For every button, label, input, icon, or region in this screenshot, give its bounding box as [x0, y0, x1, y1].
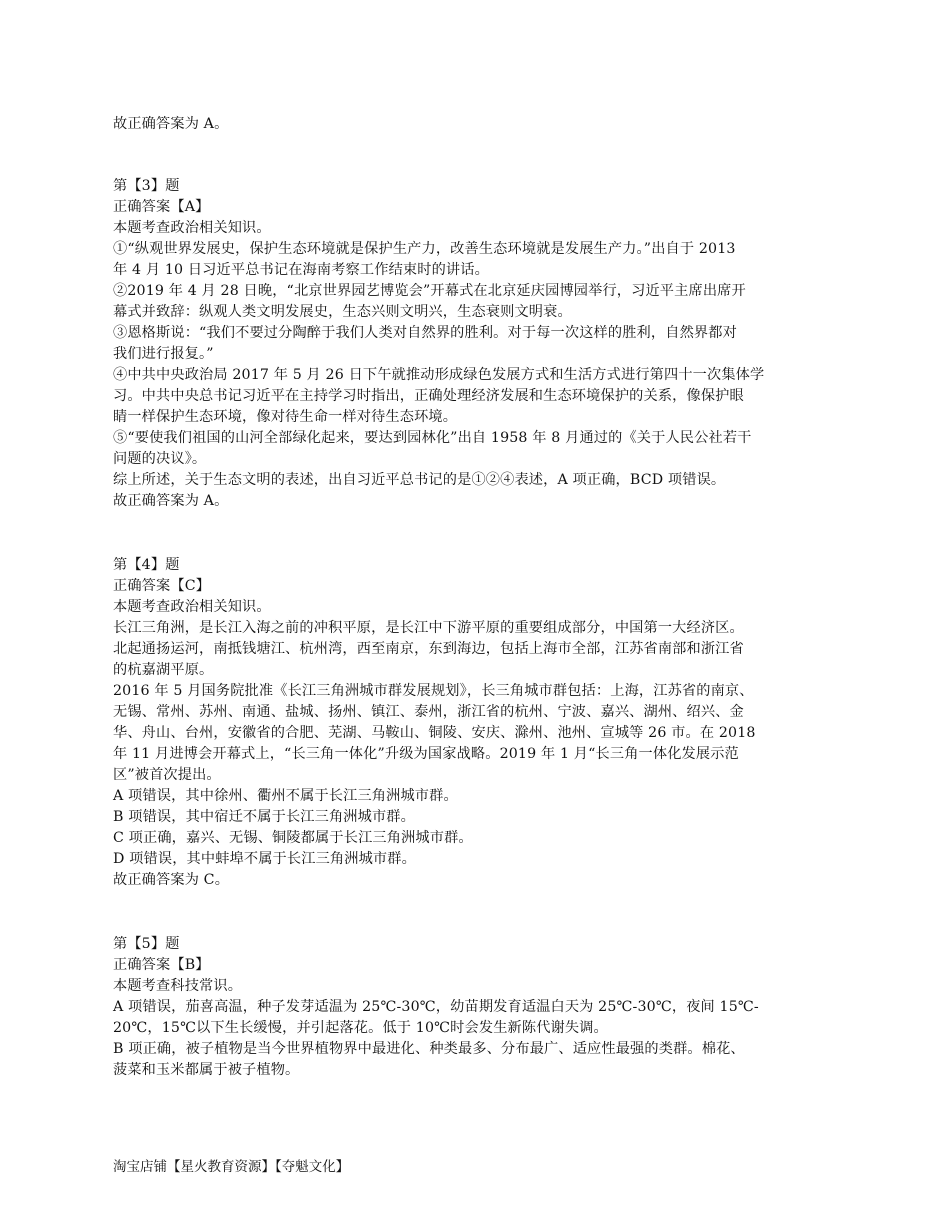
text-line: 本题考查科技常识。 [113, 978, 243, 994]
text-line: 本题考查政治相关知识。 [113, 220, 271, 236]
text-line: 综上所述，关于生态文明的表述，出自习近平总书记的是①②④表述，A 项正确，BCD 项错误。 [113, 472, 726, 488]
text-line: 故正确答案为 C。 [113, 872, 230, 888]
text-line: 睛一样保护生态环境，像对待生命一样对待生态环境。 [113, 409, 458, 425]
text-line: 20℃，15℃以下生长缓慢，并引起落花。低于 10℃时会发生新陈代谢失调。 [113, 1020, 608, 1036]
text-line: 2016 年 5 月国务院批准《长江三角洲城市群发展规划》，长三角城市群包括：上海，江苏省的南京、 [113, 683, 754, 699]
text-line: 习。中共中央总书记习近平在主持学习时指出，正确处理经济发展和生态环境保护的关系，像保护眼 [113, 388, 744, 404]
text-line: A 项错误，茄喜高温，种子发芽适温为 25℃-30℃，幼苗期发育适温白天为 25℃-30℃，夜间 15℃- [113, 999, 759, 1015]
text-line: B 项正确，被子植物是当今世界植物界中最进化、种类最多、分布最广、适应性最强的类群。棉花、 [113, 1041, 745, 1057]
page-footer: 淘宝店铺【星火教育资源】【夺魁文化】 [113, 1159, 350, 1175]
text-line: 故正确答案为 A。 [113, 116, 229, 132]
text-line: 问题的决议》。 [113, 451, 207, 467]
text-line: 故正确答案为 A。 [113, 493, 229, 509]
text-line: 年 11 月进博会开幕式上，“长三角一体化”升级为国家战略。2019 年 1 月“长三角一体化发展示范 [113, 746, 739, 762]
text-line: ①“纵观世界发展史，保护生态环境就是保护生产力，改善生态环境就是发展生产力。”出自于 2013 [113, 241, 736, 257]
question-heading: 第【3】题 [113, 178, 180, 194]
question-heading: 第【4】题 [113, 557, 180, 573]
text-line: 的杭嘉湖平原。 [113, 662, 214, 678]
text-line: B 项错误，其中宿迁不属于长江三角洲城市群。 [113, 809, 415, 825]
text-line: 菠菜和玉米都属于被子植物。 [113, 1062, 300, 1078]
text-line: D 项错误，其中蚌埠不属于长江三角洲城市群。 [113, 851, 416, 867]
text-line: ②2019 年 4 月 28 日晚，“北京世界园艺博览会”开幕式在北京延庆园博园举行，习近平主席出席开 [113, 283, 746, 299]
answer-line: 正确答案【B】 [113, 957, 210, 973]
text-line: ⑤“要使我们祖国的山河全部绿化起来，要达到园林化”出自 1958 年 8 月通过的《关于人民公社若干 [113, 430, 752, 446]
answer-line: 正确答案【C】 [113, 578, 211, 594]
text-line: C 项正确，嘉兴、无锡、铜陵都属于长江三角洲城市群。 [113, 830, 473, 846]
text-line: ④中共中央政治局 2017 年 5 月 26 日下午就推动形成绿色发展方式和生活方式进行第四十一次集体学 [113, 367, 765, 383]
text-line: A 项错误，其中徐州、衢州不属于长江三角洲城市群。 [113, 788, 458, 804]
text-line: 华、舟山、台州，安徽省的合肥、芜湖、马鞍山、铜陵、安庆、滁州、池州、宣城等 26 市。在 2018 [113, 725, 756, 741]
text-line: 本题考查政治相关知识。 [113, 599, 271, 615]
text-line: ③恩格斯说：“我们不要过分陶醉于我们人类对自然界的胜利。对于每一次这样的胜利，自然界都对 [113, 325, 737, 341]
text-line: 年 4 月 10 日习近平总书记在海南考察工作结束时的讲话。 [113, 262, 489, 278]
answer-line: 正确答案【A】 [113, 199, 210, 215]
question-heading: 第【5】题 [113, 936, 180, 952]
text-line: 我们进行报复。” [113, 346, 214, 362]
text-line: 北起通扬运河，南抵钱塘江、杭州湾，西至南京，东到海边，包括上海市全部，江苏省南部和浙江省 [113, 641, 744, 657]
text-line: 区”被首次提出。 [113, 767, 221, 783]
text-line: 长江三角洲，是长江入海之前的冲积平原，是长江中下游平原的重要组成部分，中国第一大经济区。 [113, 620, 744, 636]
text-line: 无锡、常州、苏州、南通、盐城、扬州、镇江、泰州，浙江省的杭州、宁波、嘉兴、湖州、绍兴、金 [113, 704, 744, 720]
text-line: 幕式并致辞：纵观人类文明发展史，生态兴则文明兴，生态衰则文明衰。 [113, 304, 572, 320]
